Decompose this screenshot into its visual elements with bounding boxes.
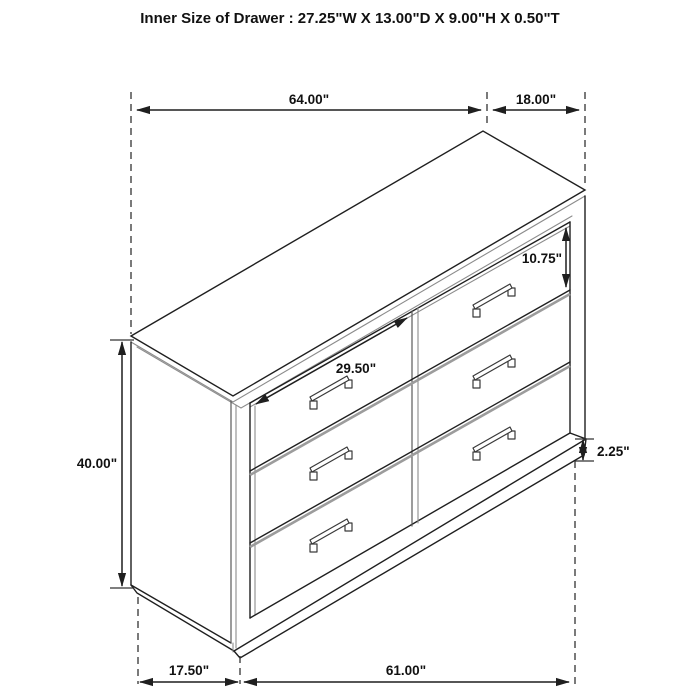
dim-label-side-depth: 17.50" (168, 663, 210, 678)
dim-label-drawer-width: 29.50" (335, 361, 377, 376)
drawer-handle-right-1 (473, 284, 515, 317)
handle-post (310, 401, 317, 409)
drawer-divider-1 (250, 294, 570, 475)
dimension-arrow (256, 318, 407, 404)
dim-side-depth (138, 597, 240, 684)
handle-bar (473, 355, 512, 380)
side-bottom-edge (131, 585, 231, 643)
handle-post (473, 380, 480, 388)
plinth-front-top (234, 439, 586, 651)
plinth-side-line (131, 585, 234, 651)
dim-label-top-depth: 18.00" (515, 92, 557, 107)
handle-bar (473, 284, 512, 309)
dim-label-top-drawer-height: 10.75" (521, 251, 562, 266)
top-bevel-line (137, 216, 572, 408)
dim-label-overall-height: 40.00" (76, 456, 118, 471)
handle-post (473, 452, 480, 460)
dresser-drawing (131, 131, 586, 658)
handle-post (310, 544, 317, 552)
handle-post (473, 309, 480, 317)
drawer-handle-left-1 (310, 376, 352, 409)
handle-bar (310, 447, 349, 472)
handle-bar (310, 519, 349, 544)
dim-top-width (131, 92, 487, 334)
page-title: Inner Size of Drawer : 27.25"W X 13.00"D X 9.00"H X 0.50"T (140, 10, 560, 27)
drawer-divider-2 (250, 366, 570, 547)
drawer-handle-left-3 (310, 519, 352, 552)
handle-bar (310, 376, 349, 401)
dim-overall-height (77, 340, 134, 588)
dim-label-top-width: 64.00" (288, 92, 330, 107)
drawer-handle-right-3 (473, 427, 515, 460)
dim-top-depth (493, 92, 585, 188)
handle-post (310, 472, 317, 480)
dim-label-body-width: 61.00" (385, 663, 427, 678)
front-bottom-edge (250, 433, 570, 618)
dim-label-base-height: 2.25" (597, 444, 630, 459)
drawer-handle-right-2 (473, 355, 515, 388)
dim-body-width (244, 461, 575, 684)
top-outline (131, 131, 585, 396)
plinth-front-bottom (234, 455, 584, 658)
front-top-edge (250, 222, 570, 403)
handle-bar (473, 427, 512, 452)
dim-drawer-width (256, 318, 407, 404)
dim-base-height (575, 439, 630, 461)
drawer-handle-left-2 (310, 447, 352, 480)
drawer-divider-2-top (250, 362, 570, 543)
dimension-annotations (77, 92, 630, 684)
